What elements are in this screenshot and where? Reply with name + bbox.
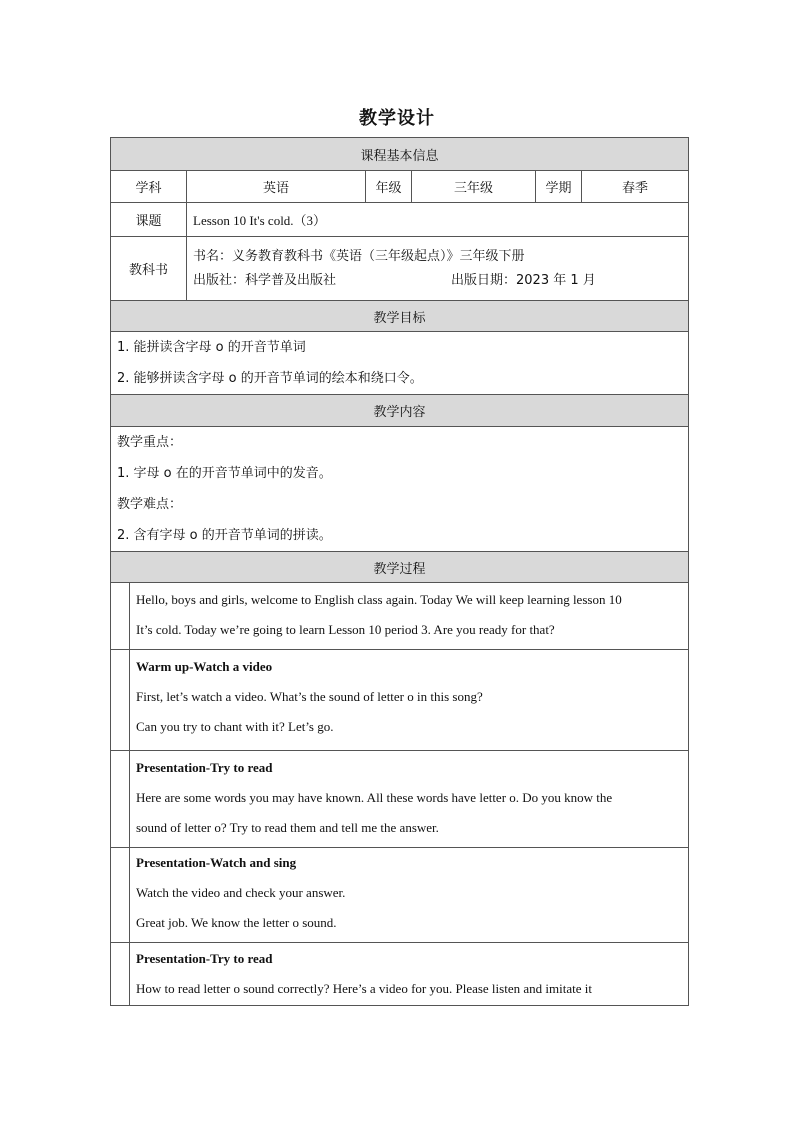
process-step-row [111,943,689,1006]
section-content-header: 教学内容 [111,395,689,427]
content-list [111,427,689,552]
book-name: 书名：义务教育教科书《英语（三年级起点）》三年级下册 [193,248,525,264]
publish-date: 出版日期：2023 年 1 月 [451,272,596,288]
step-heading: Presentation-Try to read [136,760,273,775]
process-step-try-read [130,751,689,848]
content-row [111,427,689,552]
grade-value: 三年级 [412,171,536,203]
lesson-plan-table [110,137,689,1006]
difficult-point-item: 2. 含有字母 o 的开音节单词的拼读。 [117,528,332,543]
document-title: 教学设计 [359,108,435,129]
step-text: Here are some words you may have known. All these words have letter o. Do you know the [136,790,613,805]
process-step-row [111,650,689,751]
process-margin-cell [111,751,130,848]
section-objectives-header: 教学目标 [111,301,689,332]
section-basic-header: 课程基本信息 [111,138,689,171]
step-heading: Warm up-Watch a video [136,659,273,674]
objective-item: 1. 能拼读含字母 o 的开音节单词 [117,340,306,355]
process-step-watch-sing [130,848,689,943]
step-text: Watch the video and check your answer. [136,885,346,900]
term-label: 学期 [536,171,582,203]
step-heading: Presentation-Watch and sing [136,855,297,870]
process-margin-cell [111,583,130,650]
process-step-intro [130,583,689,650]
section-objectives-row [111,301,689,332]
section-content-row [111,395,689,427]
topic-label: 课题 [111,203,187,237]
step-text: How to read letter o sound correctly? Here’s a video for you. Please listen and imitate it [136,981,592,996]
objectives-row [111,332,689,395]
section-process-row [111,552,689,583]
publisher: 出版社：科学普及出版社 [193,272,337,288]
process-step-row [111,751,689,848]
step-text: Hello, boys and girls, welcome to English class again. Today We will keep learning lesson 10 [136,592,622,607]
process-step-try-read-2 [130,943,689,1006]
process-step-row [111,848,689,943]
process-margin-cell [111,943,130,1006]
section-basic-row [111,138,689,171]
publisher-line [193,269,688,293]
step-text: It’s cold. Today we’re going to learn Lesson 10 period 3. Are you ready for that? [136,622,555,637]
grade-label: 年级 [366,171,412,203]
textbook-details [187,237,689,301]
step-text: sound of letter o? Try to read them and tell me the answer. [136,820,439,835]
key-point-label: 教学重点： [117,435,183,450]
textbook-label: 教科书 [111,237,187,301]
process-margin-cell [111,650,130,751]
section-process-header: 教学过程 [111,552,689,583]
step-heading: Presentation-Try to read [136,951,273,966]
key-point-item: 1. 字母 o 在的开音节单词中的发音。 [117,466,332,481]
step-text: First, let’s watch a video. What’s the sound of letter o in this song? [136,689,483,704]
step-text: Great job. We know the letter o sound. [136,915,337,930]
step-text: Can you try to chant with it? Let’s go. [136,719,334,734]
subject-label: 学科 [111,171,187,203]
process-margin-cell [111,848,130,943]
objective-item: 2. 能够拼读含字母 o 的开音节单词的绘本和绕口令。 [117,371,423,386]
subject-value: 英语 [187,171,366,203]
process-step-warmup [130,650,689,751]
topic-row [111,203,689,237]
textbook-row [111,237,689,301]
topic-value: Lesson 10 It's cold.（3） [187,203,689,237]
term-value: 春季 [582,171,689,203]
difficult-point-label: 教学难点： [117,497,183,512]
basic-info-row [111,171,689,203]
objectives-list [111,332,689,395]
process-step-row [111,583,689,650]
